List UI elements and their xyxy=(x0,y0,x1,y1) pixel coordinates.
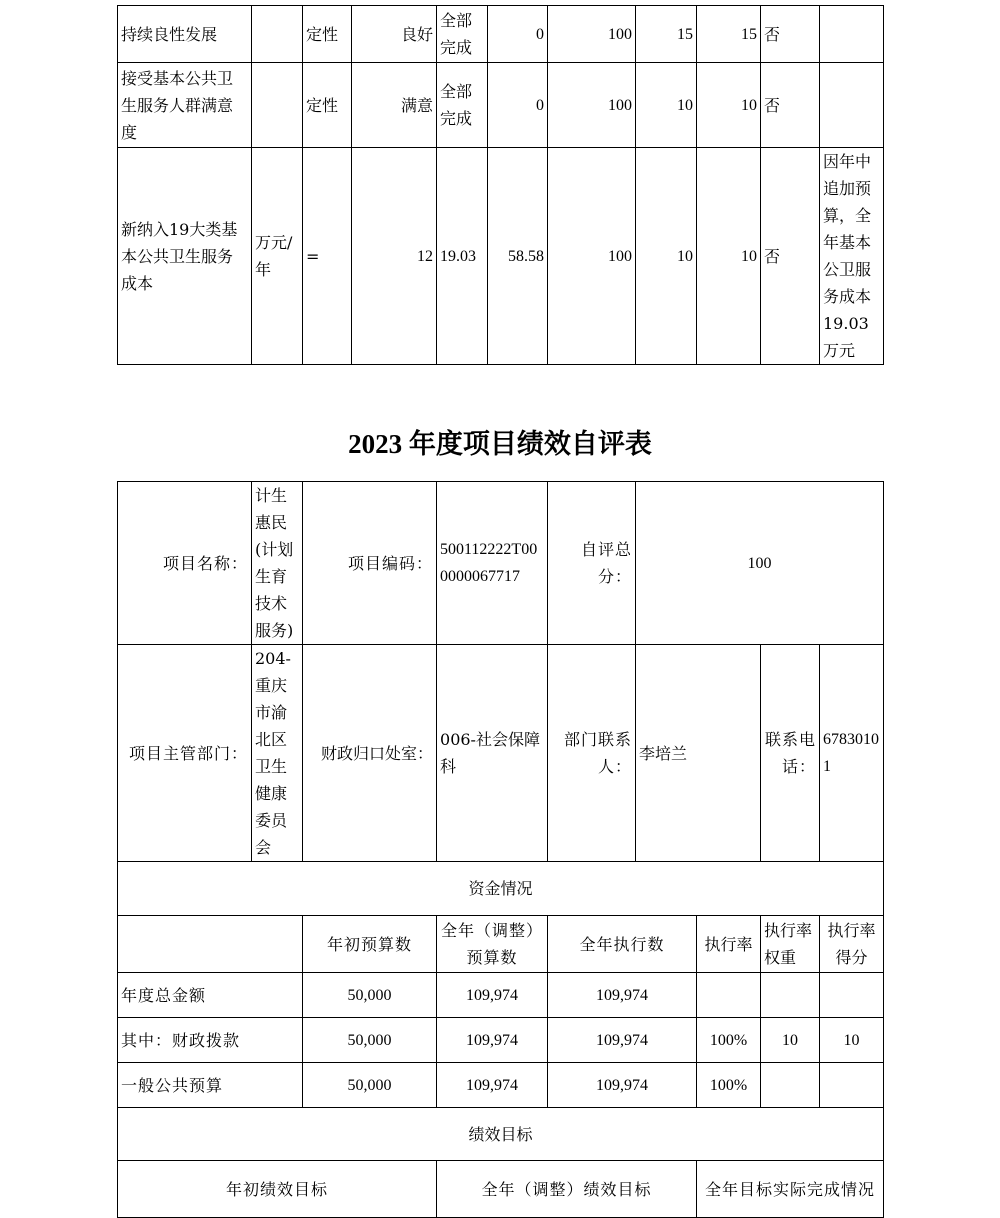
phone-value: 67830101 xyxy=(820,645,884,862)
funds-section-title: 资金情况 xyxy=(118,862,884,916)
table-row xyxy=(118,6,884,63)
indicator-score: 15 xyxy=(697,6,761,63)
indicator-weight: 10 xyxy=(636,63,697,148)
funds-cell: 109,974 xyxy=(548,973,697,1018)
table-row xyxy=(118,148,884,365)
funds-cell xyxy=(697,973,761,1018)
funds-header: 全年执行数 xyxy=(548,916,697,973)
indicator-table xyxy=(117,5,884,365)
funds-cell: 109,974 xyxy=(548,1063,697,1108)
contact-label: 部门联系人： xyxy=(548,645,636,862)
goals-header: 全年（调整）绩效目标 xyxy=(437,1161,697,1218)
funds-header: 执行率权重 xyxy=(761,916,820,973)
project-name-value: 计生惠民(计划生育技术服务) xyxy=(252,482,303,645)
indicator-value: 100 xyxy=(548,6,636,63)
self-score-label: 自评总分： xyxy=(548,482,636,645)
indicator-weight: 10 xyxy=(636,148,697,365)
indicator-name: 新纳入19大类基本公共卫生服务成本 xyxy=(118,148,252,365)
indicator-value: 0 xyxy=(488,6,548,63)
goals-section-title: 绩效目标 xyxy=(118,1108,884,1161)
indicator-unit: 万元/年 xyxy=(252,148,303,365)
finance-value: 006-社会保障科 xyxy=(437,645,548,862)
funds-cell xyxy=(761,1063,820,1108)
project-code-label: 项目编码： xyxy=(303,482,437,645)
phone-label: 联系电话： xyxy=(761,645,820,862)
indicator-value: 100 xyxy=(548,148,636,365)
funds-cell: 100% xyxy=(697,1063,761,1108)
indicator-actual: 19.03 xyxy=(437,148,488,365)
indicator-score: 10 xyxy=(697,63,761,148)
self-evaluation-table xyxy=(117,481,884,1218)
indicator-type: 定性 xyxy=(303,63,352,148)
funds-cell: 109,974 xyxy=(437,1018,548,1063)
funds-header: 年初预算数 xyxy=(303,916,437,973)
table-header-row xyxy=(118,916,884,973)
project-name-label: 项目名称： xyxy=(118,482,252,645)
self-score-value: 100 xyxy=(636,482,884,645)
indicator-flag: 否 xyxy=(761,148,820,365)
indicator-name: 持续良性发展 xyxy=(118,6,252,63)
indicator-unit xyxy=(252,63,303,148)
indicator-type: = xyxy=(303,148,352,365)
funds-cell xyxy=(820,973,884,1018)
table-row xyxy=(118,482,884,645)
indicator-value: 0 xyxy=(488,63,548,148)
table-row xyxy=(118,1018,884,1063)
project-code-value: 500112222T000000067717 xyxy=(437,482,548,645)
indicator-unit xyxy=(252,6,303,63)
indicator-name: 接受基本公共卫生服务人群满意度 xyxy=(118,63,252,148)
table-row xyxy=(118,63,884,148)
dept-label: 项目主管部门： xyxy=(118,645,252,862)
indicator-target: 满意 xyxy=(352,63,437,148)
goals-header: 全年目标实际完成情况 xyxy=(697,1161,884,1218)
table-row xyxy=(118,1063,884,1108)
indicator-target: 良好 xyxy=(352,6,437,63)
funds-cell: 50,000 xyxy=(303,1063,437,1108)
funds-header: 全年（调整）预算数 xyxy=(437,916,548,973)
table-row xyxy=(118,862,884,916)
funds-header: 执行率得分 xyxy=(820,916,884,973)
funds-cell: 50,000 xyxy=(303,1018,437,1063)
funds-cell: 其中：财政拨款 xyxy=(118,1018,303,1063)
page-title: 2023 年度项目绩效自评表 xyxy=(348,429,652,459)
goals-header: 年初绩效目标 xyxy=(118,1161,437,1218)
contact-value: 李培兰 xyxy=(636,645,761,862)
indicator-actual: 全部完成 xyxy=(437,6,488,63)
funds-header xyxy=(118,916,303,973)
indicator-remark: 因年中追加预算，全年基本公卫服务成本19.03万元 xyxy=(820,148,884,365)
table-row xyxy=(118,645,884,862)
funds-cell: 50,000 xyxy=(303,973,437,1018)
indicator-actual: 全部完成 xyxy=(437,63,488,148)
indicator-value: 100 xyxy=(548,63,636,148)
funds-cell xyxy=(820,1063,884,1108)
indicator-remark xyxy=(820,63,884,148)
table-row xyxy=(118,973,884,1018)
finance-label: 财政归口处室： xyxy=(303,645,437,862)
table-row xyxy=(118,1108,884,1161)
funds-cell: 年度总金额 xyxy=(118,973,303,1018)
table-header-row xyxy=(118,1161,884,1218)
funds-cell: 100% xyxy=(697,1018,761,1063)
indicator-flag: 否 xyxy=(761,6,820,63)
funds-cell xyxy=(761,973,820,1018)
indicator-score: 10 xyxy=(697,148,761,365)
funds-cell: 109,974 xyxy=(437,973,548,1018)
indicator-remark xyxy=(820,6,884,63)
funds-cell: 10 xyxy=(820,1018,884,1063)
indicator-target: 12 xyxy=(352,148,437,365)
indicator-type: 定性 xyxy=(303,6,352,63)
indicator-value: 58.58 xyxy=(488,148,548,365)
funds-header: 执行率 xyxy=(697,916,761,973)
funds-cell: 10 xyxy=(761,1018,820,1063)
dept-value: 204-重庆市渝北区卫生健康委员会 xyxy=(252,645,303,862)
funds-cell: 一般公共预算 xyxy=(118,1063,303,1108)
funds-cell: 109,974 xyxy=(437,1063,548,1108)
funds-cell: 109,974 xyxy=(548,1018,697,1063)
indicator-weight: 15 xyxy=(636,6,697,63)
indicator-flag: 否 xyxy=(761,63,820,148)
